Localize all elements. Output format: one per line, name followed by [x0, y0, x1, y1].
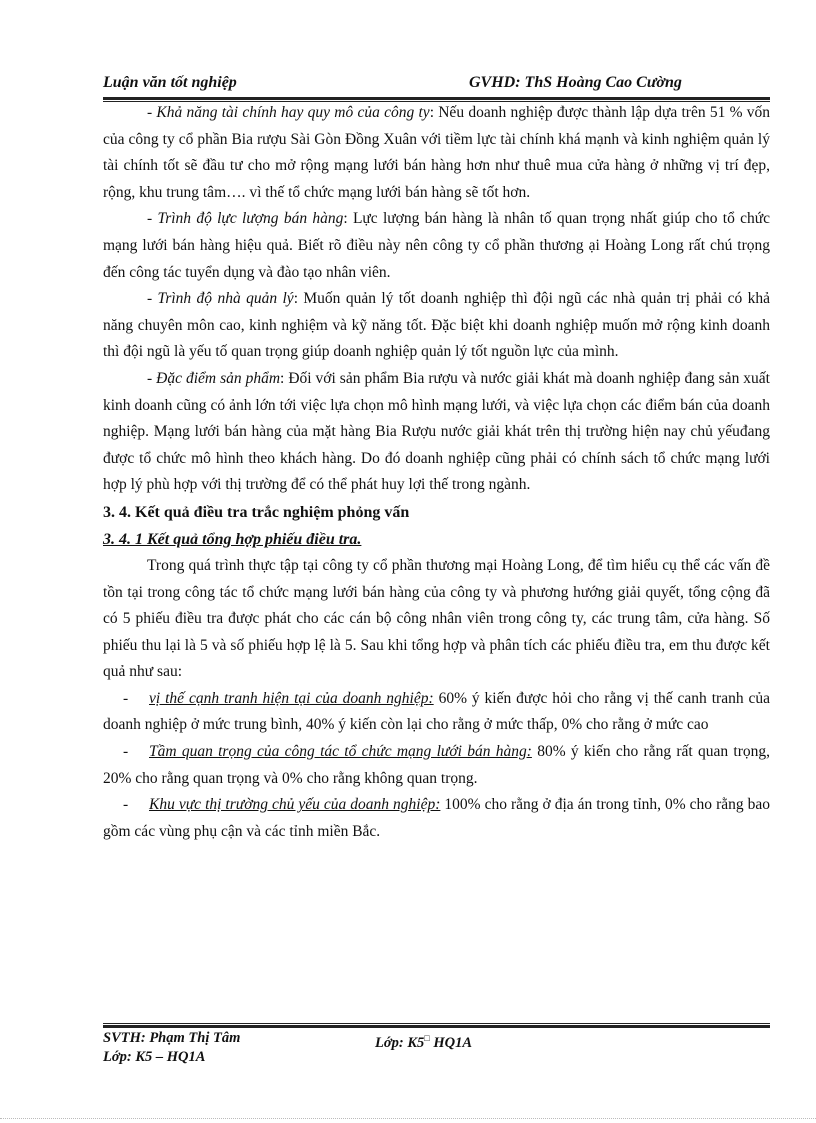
bullet-dash: -	[123, 689, 129, 707]
footer-class-label: Lớp: K5	[375, 1034, 425, 1051]
page-header	[103, 74, 770, 96]
bullet-label: Tầm quan trọng của công tác tổ chức mạng lưới bán hàng:	[149, 743, 532, 761]
header-advisor: GVHD: ThS Hoàng Cao Cường	[469, 74, 682, 91]
bullet-item-1	[103, 686, 770, 739]
term-finance: - Khả năng tài chính hay quy mô của công ty	[147, 104, 430, 121]
bullet-dash: -	[123, 743, 129, 761]
header-title: Luận văn tốt nghiệp	[103, 74, 237, 91]
term-product: - Đặc điểm sản phẩm	[147, 369, 281, 387]
subsection-heading: 3. 4. 1 Kết quả tổng hợp phiếu điều tra.	[103, 530, 362, 548]
footer-class-left: Lớp: K5 – HQ1A	[103, 1049, 206, 1065]
text-finance: : Nếu doanh nghiệp được thành lập dựa trên 51 % vốn của công ty cổ phần Bia rượu Sài Gòn Đồng Xuân với tiềm lực tài chính khá mạnh và kinh nghiệm quản lý tài chính tốt sẽ đầu tư cho mở rộng mạng lưới bán hàng hơn như thuê mua cửa hàng ở những vị trí đẹp, rộng, khu trung tâm…. vì thế tổ chức mạng lưới bán hàng sẽ tốt hơn.	[103, 104, 770, 201]
footer-class-tail: HQ1A	[429, 1034, 472, 1051]
footer-student: SVTH: Phạm Thị Tâm	[103, 1030, 241, 1046]
paragraph-manager	[103, 286, 770, 366]
bullet-text: 60% ý kiến được hỏi cho rằng vị thế canh tranh của doanh nghiệp ở mức trung bình, 40% ý kiến còn lại cho rằng ở mức thấp, 0% cho rằng ở mức cao	[103, 689, 770, 734]
bullet-label: Khu vực thị trường chủ yếu của doanh nghiệp:	[149, 796, 441, 814]
text-manager: : Muốn quản lý tốt doanh nghiệp thì đội ngũ các nhà quản trị phải có khả năng chuyên môn cao, kinh nghiệm và kỹ năng tốt. Đặc biệt khi doanh nghiệp muốn mở rộng kinh doanh thì đội ngũ là yếu tố quan trọng giúp doanh nghiệp quản lý tốt nguồn lực của mình.	[103, 290, 770, 361]
text-sales-force: : Lực lượng bán hàng là nhân tố quan trọng nhất giúp cho tổ chức mạng lưới bán hàng hiệu quả. Biết rõ điều này nên công ty cổ phần thương ại Hoàng Long rất chú trọng đến công tác tuyển dụng và đào tạo nhân viên.	[103, 210, 771, 281]
term-sales-force: - Trình độ lực lượng bán hàng	[147, 210, 344, 228]
bullet-text: 80% ý kiến cho rằng rất quan trọng, 20% cho rằng quan trọng và 0% cho rằng không quan trọng.	[103, 743, 770, 787]
document-body	[103, 100, 770, 845]
paragraph-sales-force	[103, 206, 770, 286]
footer-rule	[103, 1023, 770, 1028]
paragraph-product	[103, 366, 770, 499]
paragraph-finance	[103, 100, 770, 206]
term-manager: - Trình độ nhà quản lý	[147, 290, 294, 308]
page-bottom-edge	[0, 1118, 816, 1119]
text-product: : Đối với sản phẩm Bia rượu và nước giải khát mà doanh nghiệp đang sản xuất kinh doanh cũng có ảnh lớn tới việc lựa chọn mô hình mạng lưới, và việc lựa chọn các điểm bán của doanh nghiệp. Mạng lưới bán hàng của mặt hàng Bia Rượu nước giải khát trên thị trường hiện nay chủ yếuđang được tổ chức mô hình theo khách hàng. Do đó doanh nghiệp cũng phải có chính sách tổ chức mạng lưới hợp lý phù hợp với thị trường để có thể phát huy lợi thế trong ngành.	[103, 369, 770, 494]
bullet-text: 100% cho rằng ở địa án trong tỉnh, 0% cho rằng bao gồm các vùng phụ cận và các tỉnh miền Bắc.	[103, 796, 770, 840]
section-heading: 3. 4. Kết quả điều tra trắc nghiệm phỏng vấn	[103, 503, 410, 521]
intro-paragraph: Trong quá trình thực tập tại công ty cổ phần thương mại Hoàng Long, để tìm hiểu cụ thể các vấn đề tồn tại trong công tác tổ chức mạng lưới bán hàng của công ty và phương hướng giải quyết, tổng cộng đã có 5 phiếu điều tra được phát cho các cán bộ công nhân viên trong công ty, các trung tâm, cửa hàng. Số phiếu thu lại là 5 và số phiếu hợp lệ là 5. Sau khi tổng hợp và phân tích các phiếu điều tra, em thu được kết quả như sau:	[103, 556, 770, 681]
bullet-item-3	[103, 792, 770, 845]
footer-class-right: Lớp: K5□ HQ1A	[375, 1033, 472, 1051]
bullet-label: vị thế cạnh tranh hiện tại của doanh nghiệp:	[149, 689, 434, 707]
bullet-dash: -	[123, 796, 129, 814]
bullet-item-2	[103, 739, 770, 792]
